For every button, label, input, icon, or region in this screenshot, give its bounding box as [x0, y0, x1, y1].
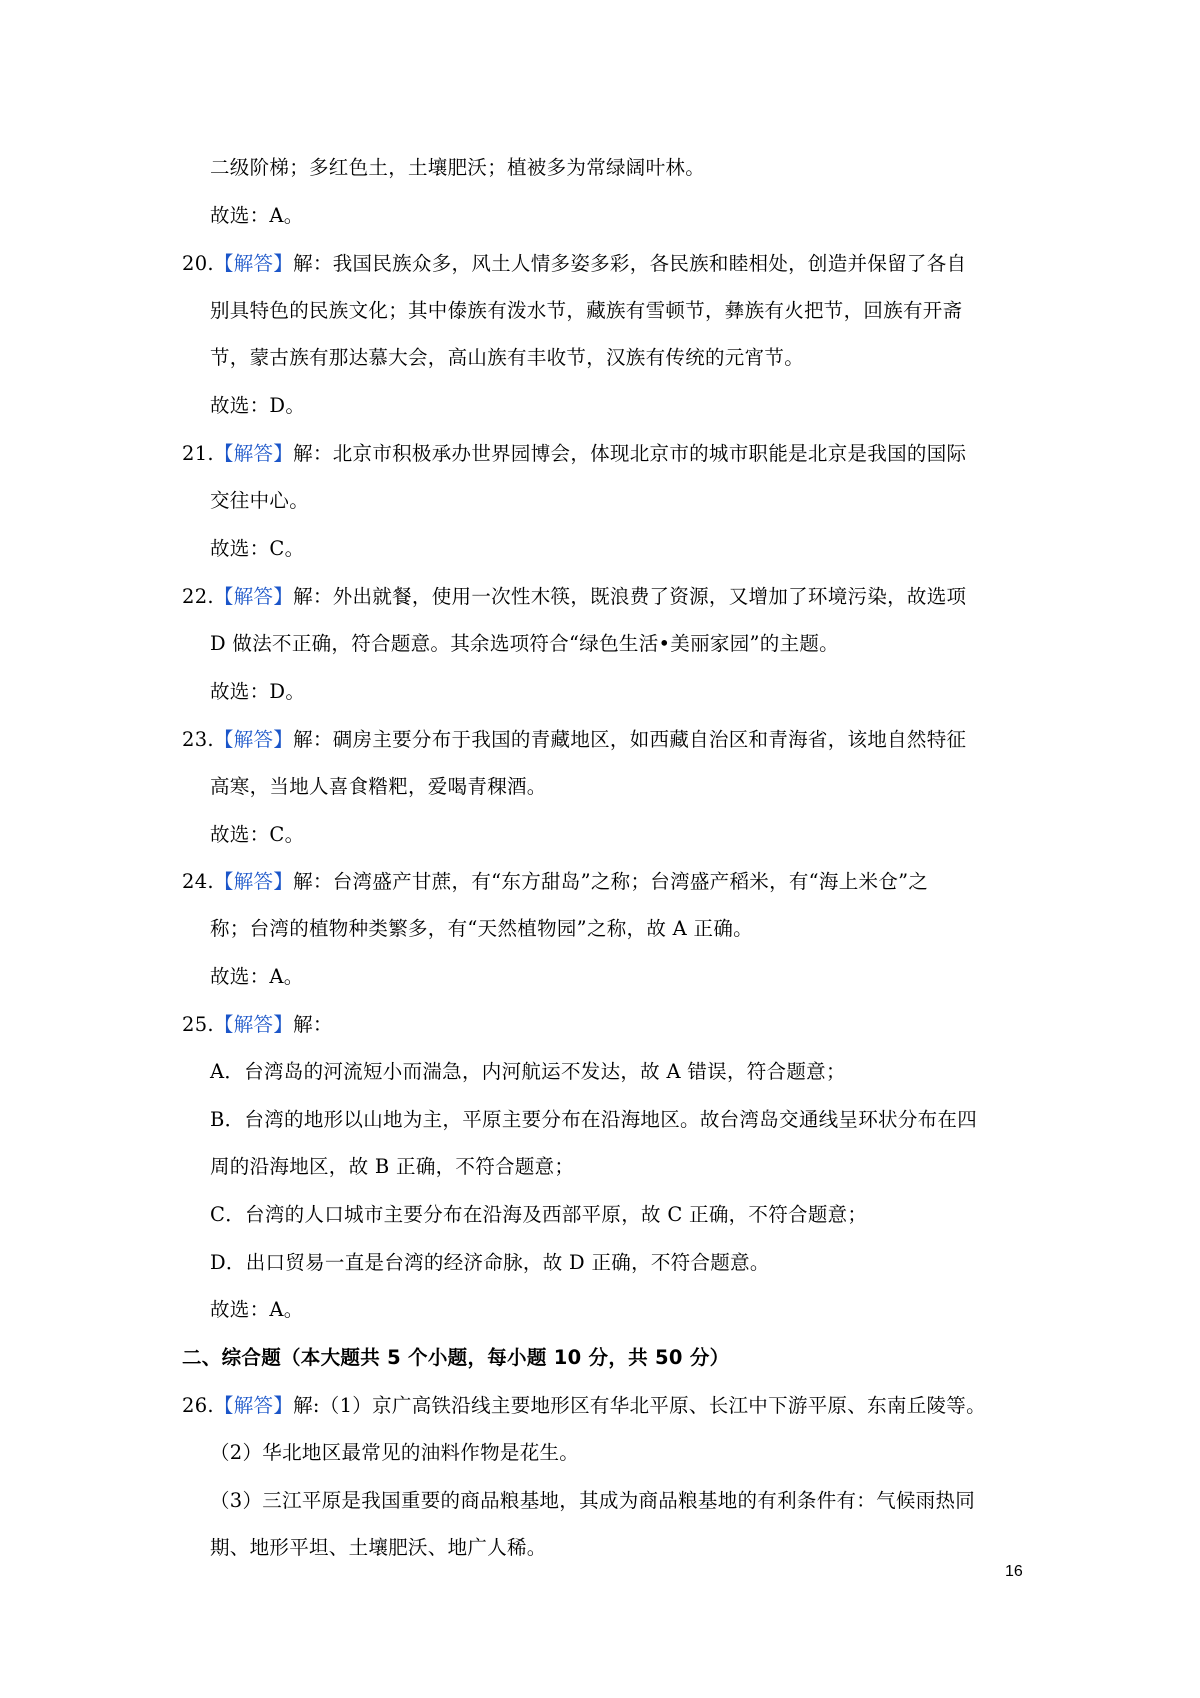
question-number: 22.: [182, 585, 214, 608]
question-21: [182, 439, 966, 469]
text-line: 周的沿海地区，故 B 正确，不符合题意；: [210, 1155, 575, 1178]
answer-line: 故选：A。: [210, 204, 304, 227]
answer-line: 故选：C。: [210, 537, 305, 560]
question-22: [182, 582, 966, 612]
text-line: 二级阶梯；多红色土，土壤肥沃；植被多为常绿阔叶林。: [210, 156, 706, 179]
answer-tag: 【解答】: [213, 252, 294, 275]
section-heading: 二、综合题（本大题共 5 个小题，每小题 10 分，共 50 分）: [182, 1346, 730, 1369]
answer-line: 故选：D。: [210, 394, 306, 417]
option-a: A．台湾岛的河流短小而湍急，内河航运不发达，故 A 错误，符合题意；: [210, 1060, 846, 1083]
answer-tag: 【解答】: [213, 1394, 294, 1417]
question-26: [182, 1391, 986, 1421]
answer-tag: 【解答】: [213, 442, 294, 465]
answer-tag: 【解答】: [213, 870, 294, 893]
question-number: 25.: [182, 1013, 214, 1036]
text-line: 称；台湾的植物种类繁多，有“天然植物园”之称，故 A 正确。: [210, 917, 753, 940]
question-number: 23.: [182, 728, 214, 751]
option-d: D．出口贸易一直是台湾的经济命脉，故 D 正确，不符合题意。: [210, 1251, 770, 1274]
text-line: 高寒，当地人喜食糌粑，爱喝青稞酒。: [210, 775, 547, 798]
answer-line: 故选：A。: [210, 1298, 304, 1321]
question-24: [182, 867, 928, 897]
answer-line: 故选：D。: [210, 680, 306, 703]
question-text: 解：: [293, 1013, 333, 1036]
option-b: B．台湾的地形以山地为主，平原主要分布在沿海地区。故台湾岛交通线呈环状分布在四: [210, 1108, 978, 1131]
answer-tag: 【解答】: [213, 728, 294, 751]
text-line: （2）华北地区最常见的油料作物是花生。: [210, 1441, 580, 1464]
question-text: 解:（1）京广高铁沿线主要地形区有华北平原、长江中下游平原、东南丘陵等。: [293, 1394, 986, 1417]
answer-line: 故选：A。: [210, 965, 304, 988]
page-number: 16: [1005, 1563, 1023, 1580]
question-20: [182, 249, 966, 279]
question-text: 解：我国民族众多，风土人情多姿多彩，各民族和睦相处，创造并保留了各自: [293, 252, 967, 275]
question-text: 解：外出就餐，使用一次性木筷，既浪费了资源，又增加了环境污染，故选项: [293, 585, 967, 608]
question-text: 解：北京市积极承办世界园博会，体现北京市的城市职能是北京是我国的国际: [293, 442, 967, 465]
question-number: 21.: [182, 442, 214, 465]
text-line: （3）三江平原是我国重要的商品粮基地，其成为商品粮基地的有利条件有：气候雨热同: [210, 1489, 976, 1512]
answer-tag: 【解答】: [213, 1013, 294, 1036]
question-number: 26.: [182, 1394, 214, 1417]
text-line: 节，蒙古族有那达慕大会，高山族有丰收节，汉族有传统的元宵节。: [210, 346, 805, 369]
answer-tag: 【解答】: [213, 585, 294, 608]
question-text: 解：碉房主要分布于我国的青藏地区，如西藏自治区和青海省，该地自然特征: [293, 728, 967, 751]
question-number: 24.: [182, 870, 214, 893]
answer-line: 故选：C。: [210, 823, 305, 846]
text-line: 别具特色的民族文化；其中傣族有泼水节，藏族有雪顿节，彝族有火把节，回族有开斋: [210, 299, 963, 322]
question-23: [182, 725, 966, 755]
question-text: 解：台湾盛产甘蔗，有“东方甜岛”之称；台湾盛产稻米，有“海上米仓”之: [293, 870, 929, 893]
option-c: C．台湾的人口城市主要分布在沿海及西部平原，故 C 正确，不符合题意；: [210, 1203, 868, 1226]
text-line: D 做法不正确，符合题意。其余选项符合“绿色生活•美丽家园”的主题。: [210, 632, 839, 655]
text-line: 期、地形平坦、土壤肥沃、地广人稀。: [210, 1536, 547, 1559]
question-25: [182, 1010, 333, 1040]
text-line: 交往中心。: [210, 489, 310, 512]
question-number: 20.: [182, 252, 214, 275]
